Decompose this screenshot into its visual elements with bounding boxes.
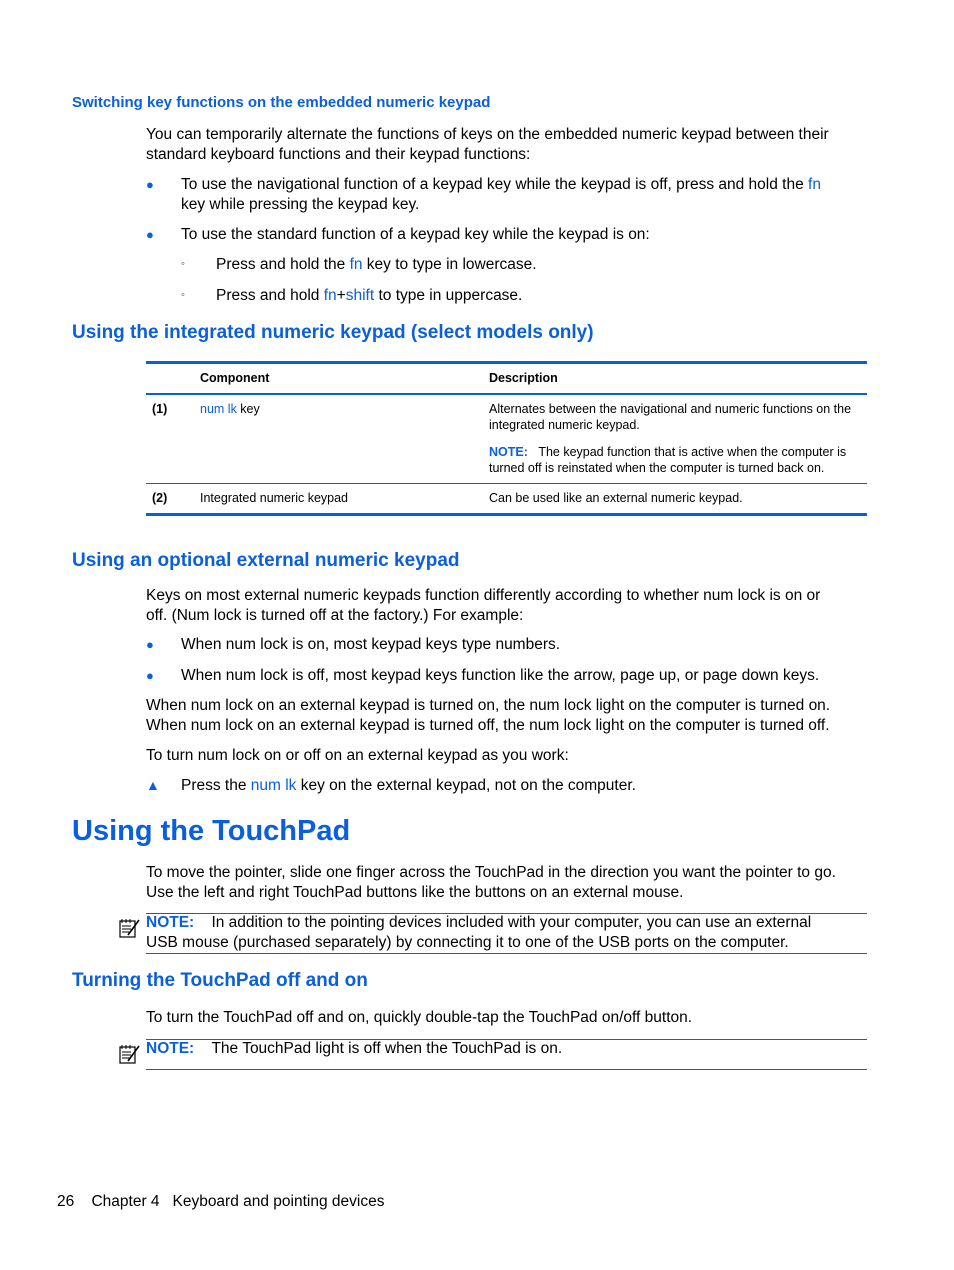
fn-key-link[interactable]: fn [349, 256, 363, 273]
external-paragraph-3: To turn num lock on or off on an external keypad as you work: [146, 747, 569, 764]
triangle-step-icon: ▲ [146, 777, 160, 793]
footer-chapter: Chapter 4 [91, 1193, 160, 1210]
switching-bullet-1-text: To use the navigational function of a keypad key while the keypad is off, press and hold the [181, 176, 809, 193]
touchpad-note-line1: In addition to the pointing devices included with your computer, you can use an external [211, 914, 812, 931]
footer-chapter-title: Keyboard and pointing devices [172, 1193, 385, 1210]
table-row-2-number: (2) [152, 491, 168, 505]
heading-switching-key-functions: Switching key functions on the embedded numeric keypad [72, 94, 491, 111]
switching-intro [146, 125, 829, 164]
bullet-dot-icon: ● [146, 637, 154, 652]
table-row-2-component: Integrated numeric keypad [200, 491, 349, 505]
key-suffix: key [236, 402, 260, 416]
step-pre: Press the [181, 777, 251, 794]
switching-sub-bullet-2 [216, 286, 522, 306]
table-bottom-rule [146, 513, 867, 516]
shift-key-link[interactable]: shift [345, 287, 375, 304]
table-header-component: Component [200, 371, 270, 385]
num-lk-key-link[interactable]: num lk [200, 402, 237, 416]
row-1-note-line2: turned off is reinstated when the computer is turned back on. [489, 461, 825, 475]
bullet-dot-icon: ● [146, 177, 154, 192]
heading-external-keypad: Using an optional external numeric keypad [72, 550, 460, 571]
row-1-desc-line1: Alternates between the navigational and numeric functions on the [489, 402, 852, 416]
heading-turning-touchpad: Turning the TouchPad off and on [72, 970, 368, 991]
table-row-1-description [489, 401, 851, 433]
plus-sign: + [336, 287, 346, 304]
note-label: NOTE: [146, 914, 195, 931]
sub-bullet-1-pre: Press and hold the [216, 256, 350, 273]
note-bottom-rule [146, 1069, 867, 1070]
table-top-rule [146, 361, 867, 364]
row-1-desc-line2: integrated numeric keypad. [489, 418, 640, 432]
touchpad-paragraph [146, 863, 836, 902]
circle-bullet-icon: ◦ [181, 289, 185, 301]
fn-key-link[interactable]: fn [808, 176, 821, 193]
switching-intro-line1: You can temporarily alternate the functions of keys on the embedded numeric keypad between their [146, 126, 829, 143]
external-bullet-2: When num lock is off, most keypad keys function like the arrow, page up, or page down keys. [181, 667, 820, 684]
sub-bullet-2-pre: Press and hold [216, 287, 324, 304]
turning-paragraph: To turn the TouchPad off and on, quickly double-tap the TouchPad on/off button. [146, 1009, 693, 1026]
table-header-rule [146, 393, 867, 395]
note-label: NOTE: [489, 445, 528, 459]
external-bullet-1: When num lock is on, most keypad keys type numbers. [181, 636, 561, 653]
table-row-2-description: Can be used like an external numeric keypad. [489, 491, 743, 505]
switching-bullet-1-line2: key while pressing the keypad key. [181, 195, 420, 213]
external-p1-line2: off. (Num lock is turned off at the factory.) For example: [146, 606, 524, 624]
external-p2-line1: When num lock on an external keypad is turned on, the num lock light on the computer is turned on. [146, 697, 831, 714]
heading-using-touchpad: Using the TouchPad [72, 815, 351, 847]
switching-bullet-1 [181, 175, 821, 214]
turning-note [146, 1039, 562, 1059]
table-row-1-number: (1) [152, 402, 168, 416]
table-row-1-note [489, 444, 846, 476]
external-step [181, 776, 636, 796]
external-p1-line1: Keys on most external numeric keypads function differently according to whether num lock is on or [146, 587, 821, 604]
num-lk-key-link[interactable]: num lk [250, 777, 297, 794]
external-paragraph-2 [146, 696, 830, 735]
note-label: NOTE: [146, 1040, 195, 1057]
note-bottom-rule [146, 953, 867, 954]
switching-sub-bullet-1 [216, 255, 537, 275]
page-footer [57, 1192, 384, 1212]
heading-integrated-keypad: Using the integrated numeric keypad (select models only) [72, 322, 594, 343]
note-pad-icon [119, 918, 141, 938]
switching-intro-line2: standard keyboard functions and their keypad functions: [146, 145, 531, 163]
table-row-divider [146, 483, 867, 484]
touchpad-note [146, 913, 811, 952]
touchpad-p1-line1: To move the pointer, slide one finger across the TouchPad in the direction you want the pointer to go. [146, 864, 836, 881]
table-row-1-component [200, 401, 260, 417]
sub-bullet-2-post: to type in uppercase. [374, 287, 523, 304]
table-header-description: Description [489, 371, 558, 385]
touchpad-p1-line2: Use the left and right TouchPad buttons like the buttons on an external mouse. [146, 883, 684, 901]
bullet-dot-icon: ● [146, 227, 154, 242]
fn-key-link[interactable]: fn [323, 287, 337, 304]
sub-bullet-1-post: key to type in lowercase. [362, 256, 537, 273]
bullet-dot-icon: ● [146, 668, 154, 683]
touchpad-note-line2: USB mouse (purchased separately) by connecting it to one of the USB ports on the computer. [146, 933, 789, 951]
row-1-note-line1: The keypad function that is active when the computer is [538, 445, 847, 459]
step-post: key on the external keypad, not on the computer. [296, 777, 636, 794]
note-pad-icon [119, 1044, 141, 1064]
turning-note-text: The TouchPad light is off when the TouchPad is on. [211, 1040, 563, 1057]
circle-bullet-icon: ◦ [181, 258, 185, 270]
page-number: 26 [57, 1193, 75, 1210]
external-p2-line2: When num lock on an external keypad is turned off, the num lock light on the computer is turned off. [146, 716, 830, 734]
switching-bullet-2: To use the standard function of a keypad key while the keypad is on: [181, 226, 650, 243]
external-paragraph-1 [146, 586, 820, 625]
